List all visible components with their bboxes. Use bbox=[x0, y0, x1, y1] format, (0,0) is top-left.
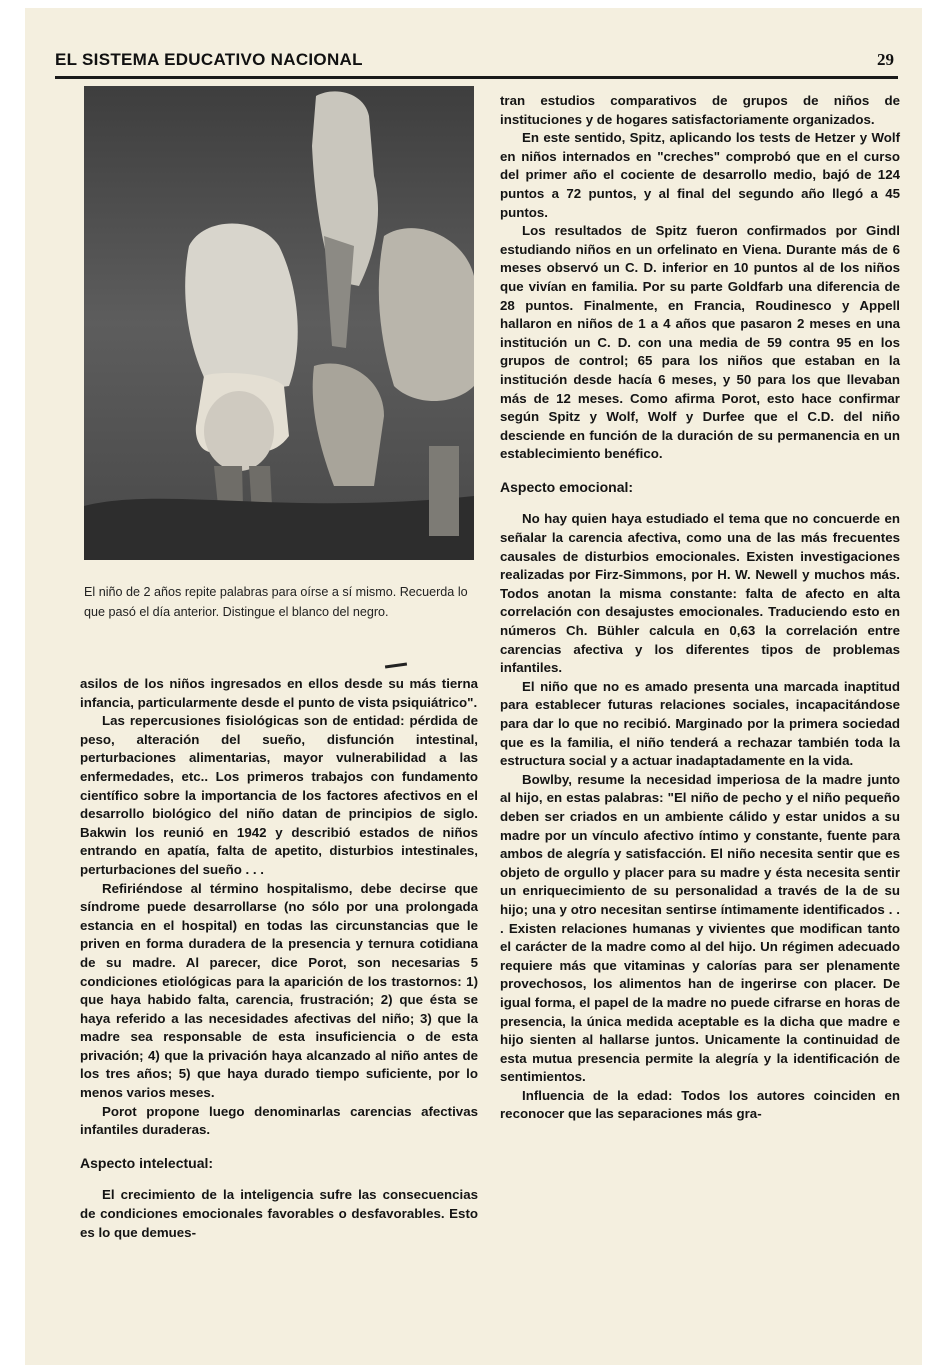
paragraph: Refiriéndose al término hospitalismo, debe decirse que síndrome puede desarrollarse (no sólo por una prolongada estancia en el hospital) en todas las circunstancias que le priven en forma duradera de la presencia y ternura cotidiana de su madre. Al parecer, dice Porot, son necesarias 5 condiciones etiológicas para la aparición de los trastornos: 1) que haya habido falta, carencia, frustración; 2) que ésta se haya referido a las necesidades afectivas del niño; 3) que la madre sea responsable de esta insuficiencia o de esta privación; 4) que la privación haya alcanzado al niño antes de los tres años; 5) que haya durado tiempo suficiente, por lo menos varios meses. bbox=[80, 880, 478, 1101]
paragraph: No hay quien haya estudiado el tema que no concuerde en señalar la carencia afectiva, como una de las más frecuentes causales de disturbios emocionales. Existen investigaciones realizadas por Firz-Simmons, por H. W. Newell y muchos más. Todos anotan la misma constante: falta de afecto en alta correlación con desajustes emocionales. Traduciendo esto en números Ch. Bühler calcula en 0,63 la correlación entre carencias afectiva y los diferentes tipos de problemas infantiles. bbox=[500, 511, 900, 676]
term-label: Influencia de la edad: bbox=[522, 1087, 673, 1103]
spacer bbox=[80, 1172, 478, 1186]
spacer bbox=[500, 464, 900, 478]
spacer bbox=[500, 496, 900, 510]
paragraph: Los resultados de Spitz fueron confirmados por Gindl estudiando niños en un orfelinato en Viena. Durante más de 6 meses observó un C. D. inferior en 10 puntos al de los niños que vivían en familia. Por su parte Goldfarb una diferencia de 28 puntos. Finalmente, en Francia, Roudinesco y Appell hallaron en niños de 1 a 4 años que pasaron 2 meses en una institución un C. D. con una media de 59 contra 95 en los grupos de control; 65 para los niños que estaban en la institución desde hacía 6 meses, y 50 para los que llevaban más de 12 meses. Como afirma Porot, esto hace confirmar según Spitz y Wolf, Wolf y Durfee que el C.D. del niño desciende en función de la duración de su permanencia en un establecimiento benéfico. bbox=[500, 223, 900, 462]
paragraph: Bowlby, resume la necesidad imperiosa de la madre junto al hijo, en estas palabras: "El niño de pecho y el niño pequeño deben ser criados en un ambiente cálido y estar unidos a su madre por un vínculo afectivo íntimo y constante, fuente para ambos de alegría y satisfacción. El niño necesita sentir que es objeto de orgullo y placer para su madre y ésta necesita sentir un enriquecimiento de su personalidad a través de la de su hijo; una y otro necesitan sentirse íntimamente identificados . . . Existen relaciones humanas y vivientes que modifican tanto el carácter de la madre como al del hijo. Un régimen adecuado requiere más que vitaminas y calorías para ser plenamente provechosos, los alimentos han de ingerirse con placer. De igual forma, el papel de la madre no puede cifrarse en horas de presencia, la única medida aceptable es la dicha que madre e hijo sienten al hallarse juntos. Unicamente la continuidad de esta mutua presencia permite la alegría y la identificación de sentimientos. bbox=[500, 771, 900, 1085]
paragraph: tran estudios comparativos de grupos de niños de instituciones y de hogares satisfactoriamente organizados. bbox=[500, 93, 900, 127]
photo-caption bbox=[84, 582, 476, 622]
paragraph-text: Todos los autores coinciden en reconocer que las separaciones más gra- bbox=[500, 1087, 901, 1122]
page-number: 29 bbox=[877, 50, 894, 69]
photo-illustration bbox=[84, 86, 474, 560]
paragraph: asilos de los niños ingresados en ellos desde su más tierna infancia, particularmente desde el punto de vista psiquiátrico". bbox=[80, 676, 478, 710]
running-title: EL SISTEMA EDUCATIVO NACIONAL bbox=[55, 50, 363, 69]
section-heading: Aspecto emocional: bbox=[500, 478, 634, 495]
paragraph bbox=[500, 1087, 900, 1124]
paragraph: El crecimiento de la inteligencia sufre las consecuencias de condiciones emocionales favorables o desfavorables. Esto es lo que demues- bbox=[80, 1187, 478, 1240]
right-column bbox=[500, 92, 900, 1124]
paragraph: En este sentido, Spitz, aplicando los tests de Hetzer y Wolf en niños internados en "creches" comprobó que en el curso del primer año el cociente de desarrollo medio, bajó de 124 puntos a 72 puntos, y al final del segundo año llegó a 45 puntos. bbox=[500, 130, 900, 220]
section-heading: Aspecto intelectual: bbox=[80, 1154, 214, 1171]
paragraph: Las repercusiones fisiológicas son de entidad: pérdida de peso, alteración del sueño, disfunción intestinal, perturbaciones alimentarias, mayor vulnerabilidad a las enfermedades, etc.. Los primeros trabajos con fundamento científico sobre la importancia de los factores afectivos en el desarrollo biológico del niño datan de principios de siglo. Bakwin los reunió en 1942 y describió estados de niños entrando en apatía, falta de apetito, disturbios intestinales, perturbaciones del sueño . . . bbox=[80, 713, 478, 877]
page-header bbox=[55, 50, 898, 79]
children-photo bbox=[84, 86, 474, 560]
paragraph: Porot propone luego denominarlas carencias afectivas infantiles duraderas. bbox=[80, 1103, 478, 1138]
spacer bbox=[80, 1140, 478, 1154]
left-column bbox=[80, 675, 478, 1242]
paragraph: El niño que no es amado presenta una marcada inaptitud para establecer futuras relaciones sociales, incapacitándose para dar lo que no recibió. Marginado por la primera sociedad que es la familia, el niño tenderá a rechazar también toda la estructura social y a actuar inadaptadamente en la vida. bbox=[500, 678, 900, 769]
caption-text: El niño de 2 años repite palabras para oírse a sí mismo. Recuerda lo que pasó el día anterior. Distingue el blanco del negro. bbox=[84, 585, 468, 619]
